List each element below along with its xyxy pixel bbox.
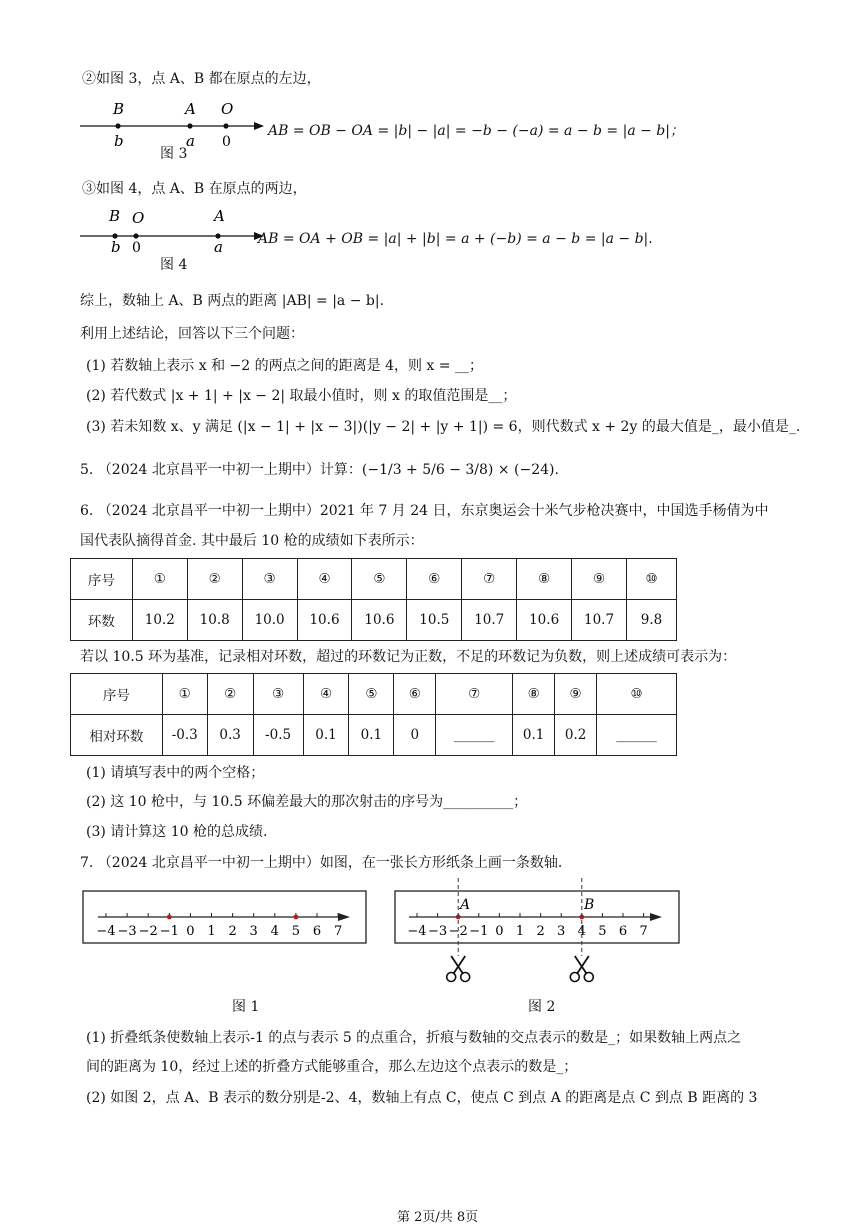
fig4-label-A: A xyxy=(214,207,225,225)
table-cell: 0.3 xyxy=(207,715,253,756)
q7-part-1-line-2: 间的距离为 10，经过上述的折叠方式能够重合，那么左边这个点表示的数是_； xyxy=(86,1059,578,1075)
tick-label: 7 xyxy=(639,924,648,939)
tick-label: 1 xyxy=(515,924,525,939)
fig2-caption: 图 2 xyxy=(528,999,556,1015)
table-cell: 10.0 xyxy=(242,600,297,641)
table-col-9: ⑨ xyxy=(555,674,597,715)
table-cell: 10.7 xyxy=(462,600,517,641)
tick-label: 4 xyxy=(577,924,586,939)
table-cell: 10.6 xyxy=(297,600,352,641)
table-head-cell: 序号 xyxy=(71,559,133,600)
marked-point xyxy=(167,915,172,920)
summary-line: 综上，数轴上 A、B 两点的距离 |AB| = |a − b|. xyxy=(80,293,385,309)
fig4-caption: 图 4 xyxy=(160,257,188,273)
table-cell: 10.8 xyxy=(187,600,242,641)
q7-line: 7. （2024 北京昌平一中初一上期中）如图，在一张长方形纸条上画一条数轴. xyxy=(80,855,563,871)
table-cell: 0.1 xyxy=(513,715,555,756)
fig2-label-B: B xyxy=(584,897,595,913)
fig4-label-a: a xyxy=(214,238,223,256)
tick-label: 7 xyxy=(333,924,343,939)
blank-cell-10: ______ xyxy=(597,715,677,756)
tick-label: 5 xyxy=(598,924,607,939)
table-cell: 9.8 xyxy=(626,600,676,641)
scores-table xyxy=(70,558,677,641)
fig4-label-zero: 0 xyxy=(132,240,141,256)
blank-cell-7: ______ xyxy=(436,715,513,756)
fig4-formula: AB = OA + OB = |a| + |b| = a + (−b) = a − b = |a − b|. xyxy=(258,231,653,247)
q4-part-1: (1) 若数轴上表示 x 和 −2 的两点之间的距离是 4，则 x = __； xyxy=(86,358,483,374)
scores-table-value-row xyxy=(71,600,677,641)
use-conclusion-line: 利用上述结论，回答以下三个问题： xyxy=(80,326,304,342)
table-cell: 0.1 xyxy=(303,715,349,756)
tick-label: 0 xyxy=(495,924,504,939)
fig3-label-A: A xyxy=(185,100,196,118)
figure-2-paper-strip xyxy=(394,876,684,988)
tick-label: 1 xyxy=(207,924,216,939)
table-col-2: ② xyxy=(187,559,242,600)
scissors-icon xyxy=(570,956,593,982)
tick-label: 6 xyxy=(618,924,628,939)
fig4-label-b: b xyxy=(111,238,121,256)
tick-label: −3 xyxy=(428,924,448,939)
tick-label: −2 xyxy=(448,924,468,939)
fig3-label-B: B xyxy=(113,100,125,118)
table-head-cell: 序号 xyxy=(71,674,163,715)
table-cell: -0.5 xyxy=(253,715,303,756)
fig4-label-O: O xyxy=(132,209,145,227)
relative-table-header-row xyxy=(71,674,677,715)
table-col-4: ④ xyxy=(303,674,349,715)
scissors-icon xyxy=(447,956,470,982)
table-cell: 0.1 xyxy=(349,715,394,756)
table-col-6: ⑥ xyxy=(407,559,462,600)
tick-label: 2 xyxy=(536,924,545,939)
tick-label: 3 xyxy=(557,924,566,939)
fig3-label-O: O xyxy=(221,100,234,118)
q6-baseline-line: 若以 10.5 环为基准，记录相对环数，超过的环数记为正数，不足的环数记为负数，则上述成绩可表示为： xyxy=(80,649,737,665)
q6-part-1: (1) 请填写表中的两个空格； xyxy=(86,765,265,781)
table-col-10: ⑩ xyxy=(626,559,676,600)
table-col-8: ⑧ xyxy=(517,559,572,600)
relative-table-value-row xyxy=(71,715,677,756)
q4-part-3: (3) 若未知数 x、y 满足 (|x − 1| + |x − 3|)(|y − 2| + |y + 1|) = 6，则代数式 x + 2y 的最大值是_，最小值是_. xyxy=(86,419,801,435)
fig3-label-b: b xyxy=(114,132,124,150)
fig3-caption: 图 3 xyxy=(160,146,188,162)
tick-label: 5 xyxy=(291,924,301,939)
table-col-1: ① xyxy=(162,674,207,715)
table-cell: 10.7 xyxy=(572,600,627,641)
table-cell: 10.2 xyxy=(132,600,187,641)
table-cell: 10.5 xyxy=(407,600,462,641)
tick-label: 2 xyxy=(228,924,237,939)
q6-part-3: (3) 请计算这 10 枪的总成绩. xyxy=(86,824,268,840)
table-col-8: ⑧ xyxy=(513,674,555,715)
table-cell: 0 xyxy=(394,715,436,756)
tick-label: −1 xyxy=(469,924,489,939)
table-col-5: ⑤ xyxy=(352,559,407,600)
table-cell: 10.6 xyxy=(517,600,572,641)
table-cell: -0.3 xyxy=(162,715,207,756)
table-col-10: ⑩ xyxy=(597,674,677,715)
tick-label: −4 xyxy=(407,924,427,939)
tick-label: −3 xyxy=(117,924,137,939)
tick-label: 4 xyxy=(270,924,279,939)
q7-part-1-line-1: (1) 折叠纸条使数轴上表示-1 的点与表示 5 的点重合，折痕与数轴的交点表示的数是_；如果数轴上两点之 xyxy=(86,1030,742,1046)
table-col-3: ③ xyxy=(253,674,303,715)
fig4-label-B: B xyxy=(109,207,121,225)
case3-intro: ③如图 4，点 A、B 在原点的两边， xyxy=(82,181,307,197)
tick-label: −1 xyxy=(159,924,179,939)
scores-table-header-row xyxy=(71,559,677,600)
table-col-3: ③ xyxy=(242,559,297,600)
fig3-formula: AB = OB − OA = |b| − |a| = −b − (−a) = a − b = |a − b|； xyxy=(268,123,684,139)
tick-label: 0 xyxy=(186,924,195,939)
q4-part-2: (2) 若代数式 |x + 1| + |x − 2| 取最小值时，则 x 的取值范围是__； xyxy=(86,388,517,404)
tick-label: −2 xyxy=(138,924,158,939)
q6-part-2: (2) 这 10 枪中，与 10.5 环偏差最大的那次射击的序号为__________； xyxy=(86,794,528,810)
fig3-label-zero: 0 xyxy=(222,134,231,150)
q7-part-2-line: (2) 如图 2，点 A、B 表示的数分别是-2、4，数轴上有点 C，使点 C 到点 A 的距离是点 C 到点 B 距离的 3 xyxy=(86,1090,758,1106)
tick-label: 6 xyxy=(312,924,322,939)
q6-line-1: 6. （2024 北京昌平一中初一上期中）2021 年 7 月 24 日，东京奥运会十米气步枪决赛中，中国选手杨倩为中 xyxy=(80,503,769,519)
table-col-5: ⑤ xyxy=(349,674,394,715)
fig3-label-a: a xyxy=(186,132,195,150)
table-col-2: ② xyxy=(207,674,253,715)
figure-1-paper-strip xyxy=(82,890,368,948)
page-footer: 第 2页/共 8页 xyxy=(397,1210,479,1225)
table-row-head: 相对环数 xyxy=(71,715,163,756)
question-5: 5. （2024 北京昌平一中初一上期中）计算：(−1/3 + 5/6 − 3/8) × (−24). xyxy=(80,462,559,478)
tick-label: −4 xyxy=(96,924,116,939)
case2-intro: ②如图 3，点 A、B 都在原点的左边， xyxy=(82,71,321,87)
table-col-9: ⑨ xyxy=(572,559,627,600)
table-cell: 0.2 xyxy=(555,715,597,756)
table-col-7: ⑦ xyxy=(436,674,513,715)
table-cell: 10.6 xyxy=(352,600,407,641)
table-row-head: 环数 xyxy=(71,600,133,641)
q6-line-2: 国代表队摘得首金. 其中最后 10 枪的成绩如下表所示： xyxy=(80,533,424,549)
marked-point xyxy=(294,915,299,920)
table-col-6: ⑥ xyxy=(394,674,436,715)
tick-label: 3 xyxy=(249,924,258,939)
fig2-label-A: A xyxy=(460,897,471,913)
table-col-1: ① xyxy=(132,559,187,600)
relative-scores-table xyxy=(70,673,677,756)
fig1-caption: 图 1 xyxy=(232,999,260,1015)
table-col-4: ④ xyxy=(297,559,352,600)
table-col-7: ⑦ xyxy=(462,559,517,600)
